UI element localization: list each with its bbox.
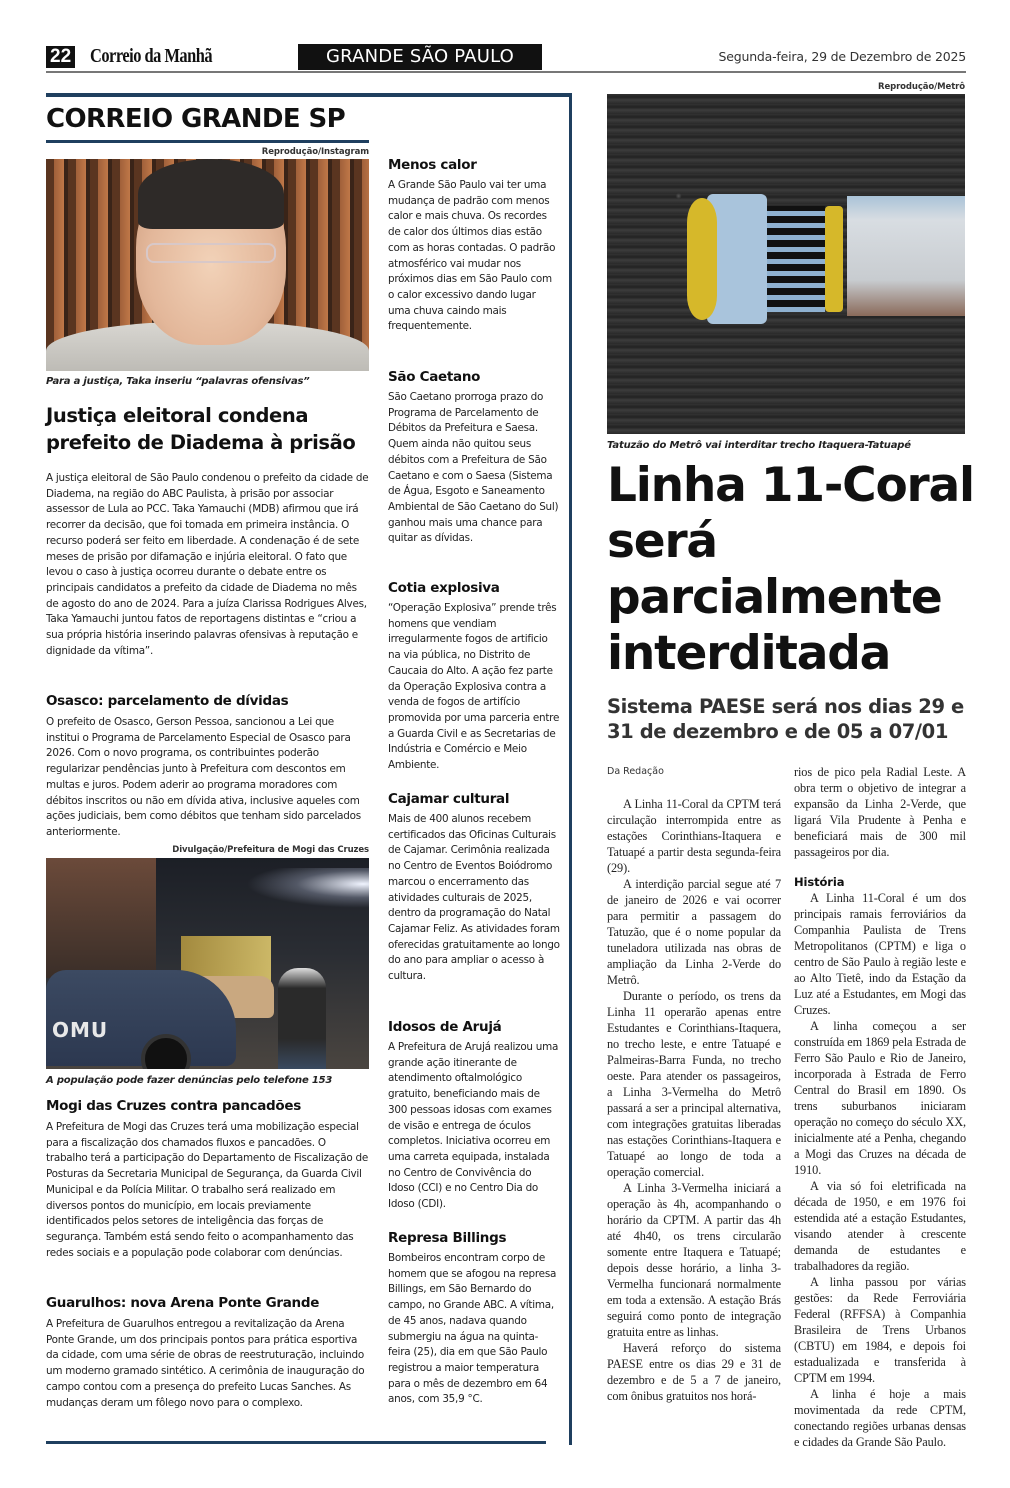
masthead <box>46 44 966 70</box>
photo-tunnel-boring-machine <box>607 94 965 434</box>
paragraph: A linha é hoje a mais movimentada da rede CPTM, conectando regiões urbanas densas e cidades da Grande São Paulo. <box>794 1387 966 1449</box>
brief-body: Bombeiros encontram corpo de homem que se afogou na represa Billings, em São Bernardo do campo, no Grande ABC. A vítima, de 45 anos, nadava quando submergiu na água na quinta-feira (25), dia em que São Paulo registrou a maior temperatura para o mês de dezembro em 64 anos, com 35,9 °C. <box>388 1252 557 1406</box>
main-story-column-1 <box>607 796 781 1404</box>
byline: Da Redação <box>607 766 664 777</box>
paragraph: A Linha 11-Coral da CPTM terá circulação interrompida entre as estações Corinthians-Itaquera e Tatuapé a partir desta segunda-feira (29). <box>607 797 781 875</box>
brief-headline: Cajamar cultural <box>388 791 510 807</box>
story-body: O prefeito de Osasco, Gerson Pessoa, sancionou a Lei que institui o Programa de Parcelamento Especial de Osasco para 2026. Com o novo programa, os contribuintes poderão regularizar pendências junto à Prefeitura com descontos em multas e juros. Podem aderir ao programa moradores com débitos inscritos ou não em dívida ativa, inclusive aqueles com ações judiciais, bem como débitos que tenham sido parcelados anteriormente. <box>46 716 361 838</box>
photo-caption: Tatuzão do Metrô vai interditar trecho Itaquera-Tatuapé <box>607 440 911 451</box>
photo-caption: Para a justiça, Taka inseriu “palavras ofensivas” <box>46 376 310 387</box>
vehicle-lettering: OMU <box>52 1018 109 1042</box>
brief-headline: Menos calor <box>388 157 477 173</box>
paragraph: A interdição parcial segue até 7 de janeiro de 2026 e vai ocorrer para permitir a passagem do Tatuzão, que é o nome popular da tuneladora utilizada nas obras de ampliação da Linha 2-Verde do Metrô. <box>607 877 781 987</box>
story-headline: Justiça eleitoral condena prefeito de Diadema à prisão <box>46 404 356 454</box>
paragraph: Haverá reforço do sistema PAESE entre os dias 29 e 31 de dezembro e de 5 a 7 de janeiro, com ônibus gratuitos nos horá- <box>607 1341 781 1403</box>
box-right-border <box>569 93 572 1445</box>
photo-credit: Divulgação/Prefeitura de Mogi das Cruzes <box>172 845 369 855</box>
section-label: GRANDE SÃO PAULO <box>298 44 542 70</box>
paragraph-continuation: rios de pico pela Radial Leste. A obra term o objetivo de integrar a expansão da Linha 2-Verde, que ligará Vila Prudente à Penha e beneficiará mais de 300 mil passageiros por dia. <box>794 765 966 859</box>
paragraph: Durante o período, os trens da Linha 11 operarão apenas entre Estudantes e Corinthians-Itaquera, no trecho leste, e entre Tatuapé e Palmeiras-Barra Funda, no trecho oeste. Para atender os passageiros, a Linha 3-Vermelha do Metrô passará a ser a principal alternativa, com integrações gratuitas liberadas nas estações Corinthians-Itaquera e Tatuapé ao longo de toda a operação comercial. <box>607 989 781 1179</box>
photo-credit: Reprodução/Instagram <box>261 147 369 157</box>
main-story-column-2 <box>794 764 966 1450</box>
issue-date: Segunda-feira, 29 de Dezembro de 2025 <box>718 49 966 64</box>
photo-credit: Reprodução/Metrô <box>878 82 965 92</box>
box-title-divider <box>46 140 369 143</box>
main-headline: Linha 11-Coral será parcialmente interditada <box>607 458 974 681</box>
story-headline: Mogi das Cruzes contra pancadões <box>46 1098 301 1114</box>
story-headline: Osasco: parcelamento de dívidas <box>46 693 289 709</box>
box-bottom-border <box>46 1441 546 1444</box>
page-number: 22 <box>46 46 75 68</box>
paragraph: A Linha 3-Vermelha iniciará a operação às 4h, acompanhando o horário da CPTM. A partir das 4h até 4h40, os trens circularão somente entre Itaquera e Tatuapé; depois desse horário, a linha 3-Vermelha funcionará normalmente em toda a extensão. A estação Brás seguirá como ponto de integração gratuita entre as linhas. <box>607 1181 781 1339</box>
photo-caption: A população pode fazer denúncias pelo telefone 153 <box>46 1075 333 1086</box>
masthead-divider <box>46 71 966 73</box>
brief-headline: Represa Billings <box>388 1230 507 1246</box>
brief-body: Mais de 400 alunos recebem certificados das Oficinas Culturais de Cajamar. Cerimônia realizada no Centro de Eventos Boiódromo marcou o encerramento das atividades culturais de 2025, dentro da programação do Natal Cajamar Feliz. As atividades foram oferecidas gratuitamente ao longo do ano para ampliar o acesso à cultura. <box>388 813 560 983</box>
box-top-border <box>46 93 572 97</box>
story-body: A justiça eleitoral de São Paulo condenou o prefeito da cidade de Diadema, na região do ABC Paulista, à prisão por associar assessor de Lula ao PCC. Taka Yamauchi (MDB) afirmou que irá recorrer da decisão, que foi tomada em primeira instância. O recurso poderá ser feito em liberdade. A condenação é de sete meses de prisão por difamação e injúria eleitoral. O fato que levou o caso à justiça ocorreu durante o debate entre os principais candidatos a prefeito da cidade de Diadema no mês de agosto do ano de 2024. Para a juíza Clarissa Rodrigues Alves, Taka Yamauchi juntou fatos de reportagens distintas e “criou a sua própria história inserindo palavras ofensivas à reputação e dignidade da vítima”. <box>46 472 369 657</box>
paragraph: A Linha 11-Coral é um dos principais ramais ferroviários da Companhia Paulista de Trens Metropolitanos (CPTM) e liga o centro de São Paulo à região leste e ao Alto Tietê, indo da Estação da Luz até a Estudantes, em Mogi das Cruzes. <box>794 891 966 1017</box>
brief-body: São Caetano prorroga prazo do Programa de Parcelamento de Débitos da Prefeitura e Saesa. Quem ainda não quitou seus débitos com a Prefeitura de São Caetano e com o Saesa (Sistema de Água, Esgoto e Saneamento Ambiental de São Caetano do Sul) ganhou mais uma chance para quitar as dívidas. <box>388 391 559 545</box>
brief-headline: Cotia explosiva <box>388 580 500 596</box>
photo-police-operation <box>46 858 369 1069</box>
paragraph: A linha começou a ser construída em 1869 pela Estrada de Ferro São Paulo e Rio de Janeiro, incorporada à Estrada de Ferro Central do Brasil em 1890. Os trens suburbanos iniciaram operação no começo do século XX, inicialmente até a Penha, chegando a Mogi das Cruzes na década de 1910. <box>794 1019 966 1177</box>
box-title: CORREIO GRANDE SP <box>46 104 346 134</box>
paragraph: A via só foi eletrificada na década de 1950, e em 1976 foi estendida até a estação Estudantes, visando atender à crescente demanda de estudantes e trabalhadores da região. <box>794 1179 966 1273</box>
newspaper-logo: Correio da Manhã <box>90 45 213 67</box>
brief-body: “Operação Explosiva” prende três homens que vendiam irregularmente fogos de artificio na via pública, no Distrito de Caucaia do Alto. A ação fez parte da Operação Explosiva contra a venda de fogos de artifício promovida por uma parceria entre a Guarda Civil e as Secretarias de Indústria e Comércio e Meio Ambiente. <box>388 602 560 772</box>
brief-body: A Prefeitura de Arujá realizou uma grande ação itinerante de atendimento oftalmológico gratuito, beneficiando mais de 300 pessoas idosas com exames de visão e entrega de óculos completos. Iniciativa ocorreu em uma carreta equipada, instalada no Centro de Convivência do Idoso (CCI) e no Centro Dia do Idoso (CDI). <box>388 1041 559 1211</box>
brief-headline: São Caetano <box>388 369 481 385</box>
story-body: A Prefeitura de Guarulhos entregou a revitalização da Arena Ponte Grande, um dos principais pontos para prática esportiva da cidade, com uma série de obras de reestruturação, incluindo um moderno gramado sintético. A cerimônia de inauguração do campo contou com a presença do prefeito Lucas Sanches. As mudanças deram um fôlego novo para o complexo. <box>46 1318 365 1409</box>
brief-headline: Idosos de Arujá <box>388 1019 502 1035</box>
main-deck: Sistema PAESE será nos dias 29 e 31 de dezembro e de 05 a 07/01 <box>607 695 964 743</box>
subhead-historia: História <box>794 875 845 889</box>
story-headline: Guarulhos: nova Arena Ponte Grande <box>46 1295 320 1311</box>
brief-body: A Grande São Paulo vai ter uma mudança de padrão com menos calor e mais chuva. Os recordes de calor dos últimos dias estão com as horas contadas. O padrão atmosférico vai mudar nos próximos dias em São Paulo com o calor excessivo dando lugar uma chuva caindo mais frequentemente. <box>388 179 556 333</box>
photo-taka-yamauchi <box>46 159 369 371</box>
paragraph: A linha passou por várias gestões: da Rede Ferroviária Federal (RFFSA) à Companhia Brasileira de Trens Urbanos (CBTU) em 1984, e depois foi estadualizada e transferida à CPTM em 1994. <box>794 1275 966 1385</box>
story-body: A Prefeitura de Mogi das Cruzes terá uma mobilização especial para a fiscalização dos chamados fluxos e pancadões. O trabalho terá a participação do Departamento de Fiscalização de Posturas da Secretaria Municipal de Segurança, da Guarda Civil Municipal e da Polícia Militar. O trabalho será realizado em diversos pontos do município, em locais previamente identificados pelos setores de inteligência das forças de segurança. Também está sendo feito o acompanhamento das redes sociais e a população pode colaborar com denúncias. <box>46 1121 369 1259</box>
